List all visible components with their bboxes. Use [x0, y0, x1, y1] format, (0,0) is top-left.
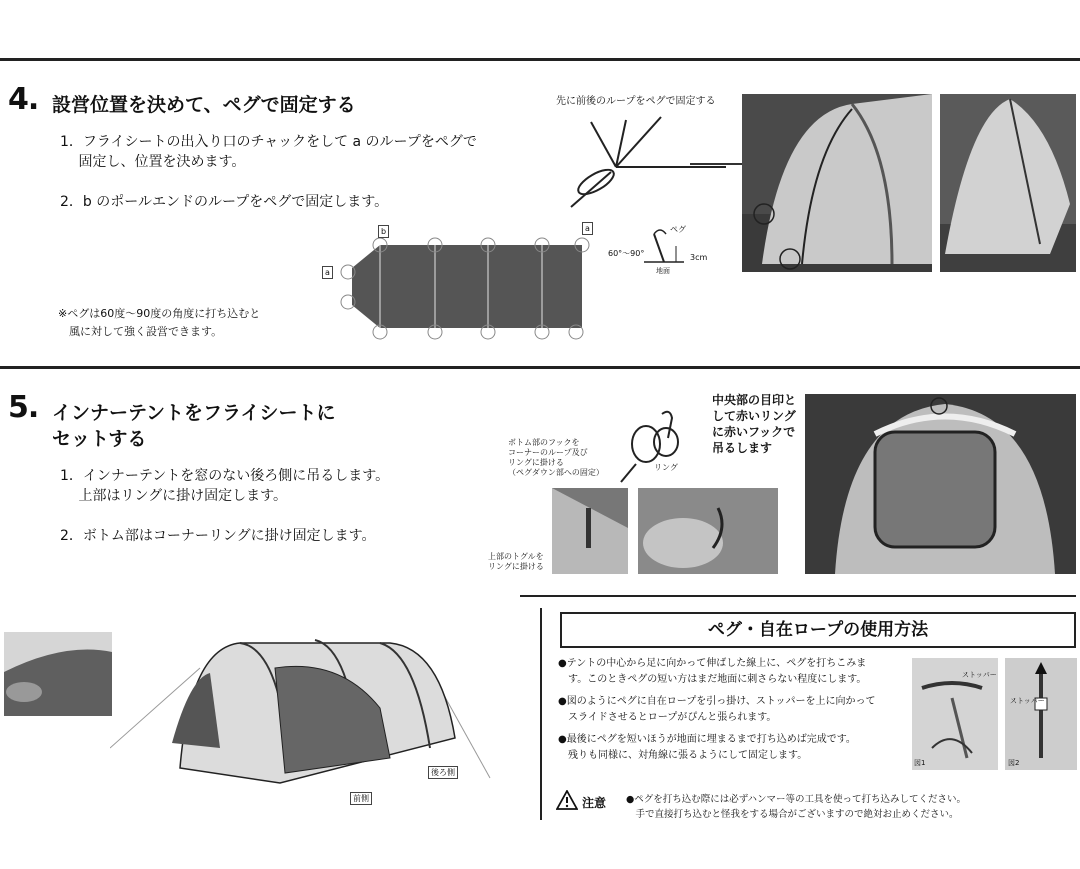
step-5-item-2: 2．ボトム部はコーナーリングに掛け固定します。 — [60, 528, 376, 544]
loop-b-label: b — [378, 225, 389, 238]
peg-bullet-2: ●図のようにペグに自在ロープを引っ掛け、ストッパーを上に向かって スライドさせるとロープがぴんと張られます。 — [558, 696, 876, 723]
stopper-label-fig1: ストッパー — [962, 671, 997, 679]
ring-label: リング — [654, 463, 678, 472]
fig2-photo — [1005, 658, 1077, 770]
inner-tent-photo — [805, 394, 1076, 574]
step-5-number: 5. — [8, 390, 39, 425]
tent-front-photo — [742, 94, 932, 272]
loop-a-left-label: a — [322, 266, 333, 279]
peg-angle-label: 60°〜90° — [608, 249, 645, 258]
divider-top — [0, 58, 1080, 61]
front-side-label: 前側 — [350, 792, 372, 805]
peg-label: ペグ — [670, 225, 686, 234]
ground-label: 地面 — [656, 267, 670, 275]
warning-icon — [556, 790, 578, 810]
fig1-label: 図1 — [914, 759, 926, 767]
toggle-caption: 上部のトグルを リングに掛ける — [488, 552, 544, 571]
loop-illustration — [556, 112, 736, 212]
peg-bullet-3: ●最後にペグを短いほうが地面に埋まるまで打ち込めば完成です。 残りも同様に、対角線に張るようにして固定します。 — [558, 734, 856, 761]
hook-caption: ボトム部のフックを コーナーのループ及び リングに掛ける （ペグダウン部への固定） — [508, 438, 604, 477]
peg-bullet-1: ●テントの中心から足に向かって伸ばした線上に、ペグを打ちこみま す。このときペグの短い方はまだ地面に刺さらない程度にします。 — [558, 658, 867, 685]
loop-pointer-line — [690, 163, 742, 165]
step-4-number: 4. — [8, 82, 39, 117]
peg-section-title: ペグ・自在ロープの使用方法 — [560, 612, 1076, 648]
center-ring-caption: 中央部の目印と して赤いリング に赤いフックで 吊るします — [712, 393, 797, 455]
toggle-photo — [552, 488, 628, 574]
hand-hook-photo — [638, 488, 778, 574]
step-4-item-2: 2．b のポールエンドのループをペグで固定します。 — [60, 194, 389, 210]
step-5-title: インナーテントをフライシートに セットする — [52, 402, 336, 450]
peg-angle-note: ※ペグは60度〜90度の角度に打ち込むと 風に対して強く設営できます。 — [58, 307, 261, 338]
caution-label: 注意 — [582, 796, 607, 810]
tent-floor-diagram — [330, 230, 600, 342]
peg-section-left-rule — [540, 608, 542, 820]
loop-a-right-label: a — [582, 222, 593, 235]
back-side-label: 後ろ側 — [428, 766, 458, 779]
step-5-item-1: 1．インナーテントを窓のない後ろ側に吊るします。 上部はリングに掛け固定します。 — [60, 468, 390, 504]
loop-caption: 先に前後のループをペグで固定する — [556, 96, 716, 107]
peg-angle-diagram — [604, 222, 714, 272]
step-4-title: 設営位置を決めて、ペグで固定する — [52, 94, 356, 116]
caution-text: ●ペグを打ち込む際には必ずハンマー等の工具を使って打ち込みしてください。 手で直接打ち込むと怪我をする場合がございますので絶対お止めください。 — [626, 794, 967, 820]
divider-middle — [0, 366, 1080, 369]
stopper-label-fig2: ストッパー — [1010, 697, 1045, 705]
peg-section-top-rule — [520, 595, 1076, 597]
tent-illustration — [110, 628, 530, 818]
fig2-label: 図2 — [1008, 759, 1020, 767]
tent-back-photo — [940, 94, 1076, 272]
tent-detail-photo — [4, 632, 112, 716]
step-4-item-1: 1．フライシートの出入り口のチャックをして a のループをペグで 固定し、位置を決めます。 — [60, 134, 477, 170]
peg-depth-label: 3cm — [690, 253, 708, 262]
